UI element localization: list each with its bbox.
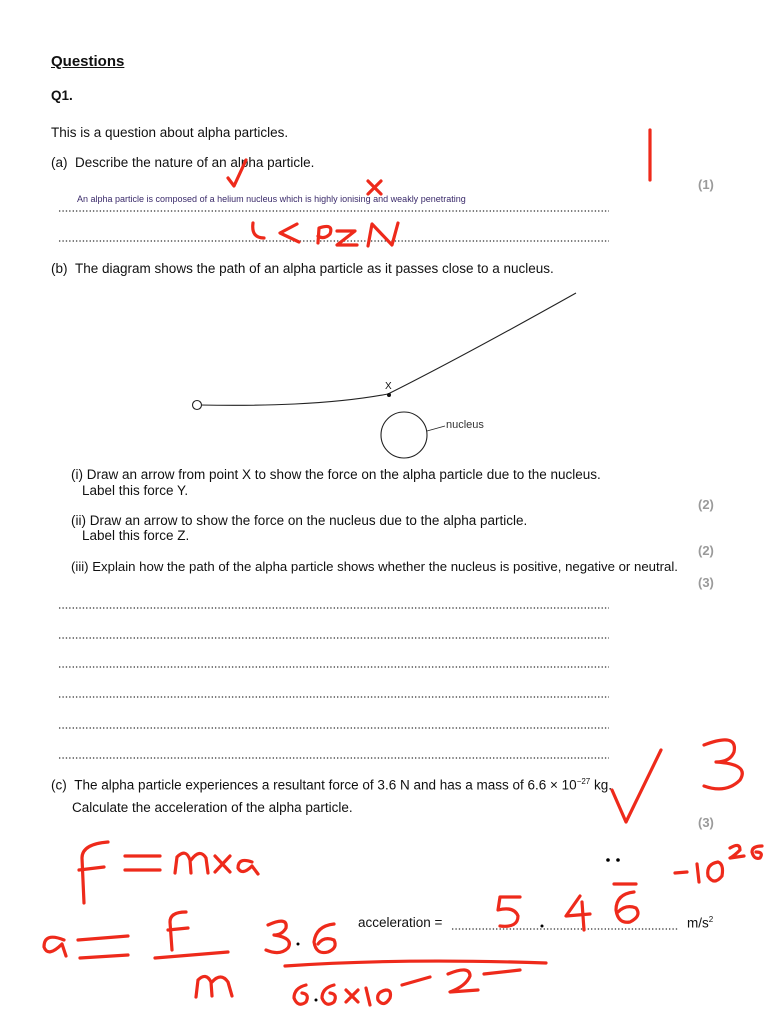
handwritten-formula-1 (79, 842, 258, 903)
part-b-iii-line1: (iii) Explain how the path of the alpha particle shows whether the nucleus is positive, negative or neutral. (71, 559, 678, 574)
acceleration-unit: $m/s^2$ (687, 915, 714, 931)
part-c-label: (c) (51, 777, 67, 793)
part-b-i-line2: Label this force Y. (82, 483, 189, 498)
handwritten-note-a (253, 223, 398, 246)
cross-mark (368, 181, 381, 194)
part-a-marks: (1) (698, 177, 714, 192)
part-b-i-marks: (2) (698, 497, 714, 512)
intro-text: This is a question about alpha particles. (51, 125, 289, 140)
part-b-i-line1: (i) Draw an arrow from point X to show the force on the alpha particle due to the nucleus. (71, 467, 601, 482)
part-b-iii-marks: (3) (698, 575, 714, 590)
handwritten-formula-2 (44, 912, 232, 997)
part-b-ii-marks: (2) (698, 543, 714, 558)
part-c-exponent: −27 (576, 777, 591, 786)
nucleus-label: nucleus (446, 419, 484, 431)
score-three (704, 740, 742, 789)
handwritten-calculation (266, 921, 546, 1005)
part-c-marks: (3) (698, 815, 714, 830)
part-b-ii-line1: (ii) Draw an arrow to show the force on the nucleus due to the alpha particle. (71, 513, 528, 528)
part-c-text-end: kg. (590, 777, 613, 793)
part-b-ii-line2: Label this force Z. (82, 528, 190, 543)
point-x-label: X (385, 381, 392, 392)
part-b-label: (b) (51, 261, 68, 276)
part-b-text: The diagram shows the path of an alpha particle as it passes close to a nucleus. (75, 261, 554, 276)
page-title: Questions (51, 53, 125, 70)
part-a-text: Describe the nature of an alpha particle. (75, 155, 315, 170)
tick-mark (228, 160, 246, 186)
part-c-text: The alpha particle experiences a resultant force of 3.6 N and has a mass of 6.6 × 10 (74, 777, 577, 793)
handwritten-power-note (675, 845, 762, 882)
part-a-label: (a) (51, 155, 68, 170)
handwritten-result (498, 858, 638, 930)
question-number: Q1. (51, 88, 73, 103)
acceleration-label: acceleration = (358, 915, 443, 930)
big-tick-mark (612, 750, 661, 822)
part-a-typed-answer: An alpha particle is composed of a helium nucleus which is highly ionising and weakly penetrating (77, 194, 466, 204)
part-c-line2: Calculate the acceleration of the alpha particle. (72, 800, 353, 815)
